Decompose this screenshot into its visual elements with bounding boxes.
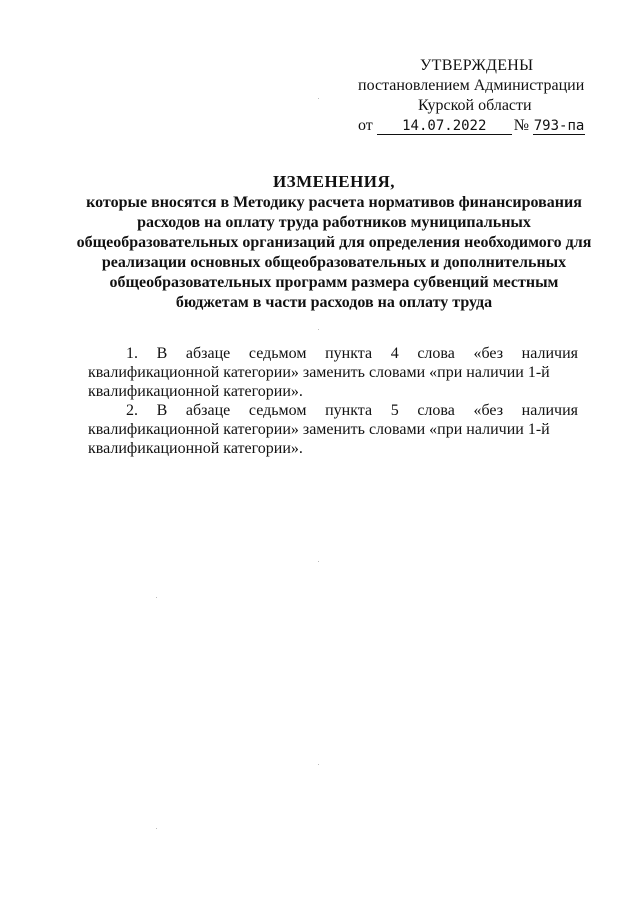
scan-speck bbox=[156, 828, 157, 829]
list-item bbox=[88, 344, 578, 401]
scan-speck bbox=[318, 561, 319, 562]
approval-region: Курской области bbox=[418, 97, 532, 114]
item-last-line: квалификационной категории». bbox=[88, 440, 303, 457]
approval-title: УТВЕРЖДЕНЫ bbox=[420, 57, 534, 74]
list-item bbox=[88, 401, 578, 458]
heading-title: ИЗМЕНЕНИЯ, bbox=[272, 172, 396, 191]
item-second-line: квалификационной категории» заменить словами «при наличии 1-й bbox=[88, 421, 550, 438]
scan-speck bbox=[318, 764, 319, 765]
approval-date-line bbox=[330, 116, 600, 138]
item-last-line: квалификационной категории». bbox=[88, 383, 303, 400]
scan-speck bbox=[156, 597, 157, 598]
heading-line: общеобразовательных программ размера субвенций местным bbox=[109, 274, 559, 291]
heading-line: которые вносятся в Методику расчета нормативов финансирования bbox=[86, 194, 582, 211]
approval-block bbox=[330, 56, 600, 138]
scan-speck bbox=[318, 98, 319, 99]
heading-line: общеобразовательных организаций для определения необходимого для bbox=[76, 234, 592, 251]
document-heading bbox=[70, 172, 598, 313]
approval-date: 14.07.2022 bbox=[377, 118, 512, 135]
item-second-line: квалификационной категории» заменить словами «при наличии 1-й bbox=[88, 364, 550, 381]
scan-speck bbox=[318, 329, 319, 330]
approval-number: 793-па bbox=[533, 118, 585, 134]
document-body bbox=[88, 344, 578, 458]
number-sign: № bbox=[513, 117, 530, 134]
date-prefix: от bbox=[358, 117, 373, 134]
item-first-line: 1. В абзаце седьмом пункта 4 слова «без наличия bbox=[126, 345, 578, 362]
heading-line: бюджетам в части расходов на оплату труда bbox=[175, 294, 493, 311]
heading-line: реализации основных общеобразовательных и дополнительных bbox=[101, 254, 567, 271]
approval-issuer: постановлением Администрации bbox=[358, 77, 585, 94]
item-first-line: 2. В абзаце седьмом пункта 5 слова «без наличия bbox=[126, 402, 578, 419]
heading-line: расходов на оплату труда работников муниципальных bbox=[137, 214, 531, 231]
